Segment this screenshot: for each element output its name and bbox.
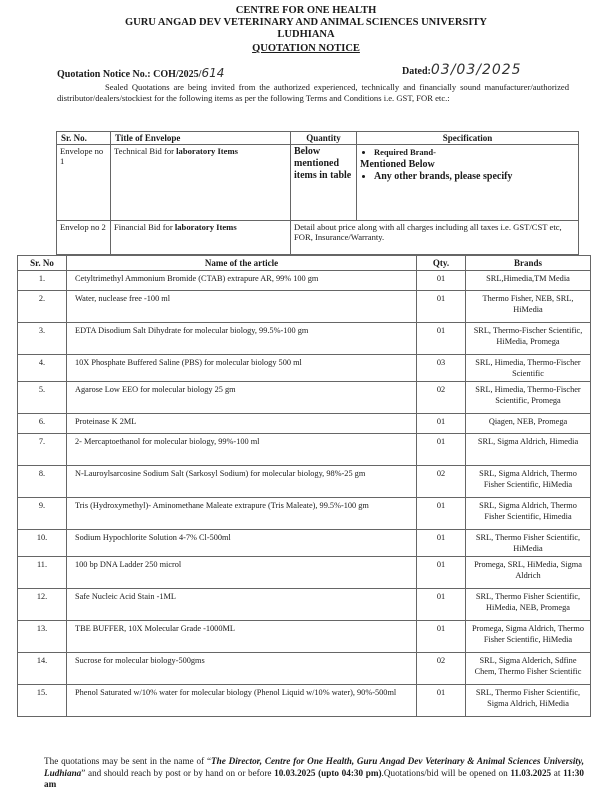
env-title <box>111 145 291 221</box>
table-row <box>18 653 591 685</box>
quotation-number-label: Quotation Notice No.: COH/2025/ <box>57 69 202 80</box>
item-brands: SRL, Sigma Aldrich, Thermo Fisher Scientific, HiMedia <box>466 466 591 498</box>
item-brands: SRL, Himedia, Thermo-Fischer Scientific <box>466 355 591 382</box>
date-handwritten: 03/03/2025 <box>430 62 522 78</box>
spec-required-brand <box>360 146 575 171</box>
intro-text: Sealed Quotations are being invited from the authorized experienced, technically and financially sound manufacturer/authorized distributor/dealers/stockiest for the following items as per the following Terms and Conditions i.e. GST, FOR etc.: <box>57 82 569 103</box>
item-name: EDTA Disodium Salt Dihydrate for molecular biology, 99.5%-100 gm <box>67 323 417 355</box>
items-header-qty: Qty. <box>417 256 466 271</box>
item-brands: SRL,Himedia,TM Media <box>466 271 591 291</box>
org-line-centre: CENTRE FOR ONE HEALTH <box>235 5 377 16</box>
footer-text-1: The quotations may be sent in the name of “ <box>44 756 212 766</box>
item-brands: Qiagen, NEB, Promega <box>466 414 591 434</box>
table-row <box>18 589 591 621</box>
quotation-number <box>57 66 224 80</box>
spec-mentioned-below: Mentioned Below <box>360 159 435 170</box>
item-brands: SRL, Sigma Aldrich, Himedia <box>466 434 591 466</box>
env-header-specification: Specification <box>357 132 579 145</box>
item-srno: 8. <box>18 466 67 498</box>
item-name: Phenol Saturated w/10% water for molecular biology (Phenol Liquid w/10% water), 90%-500ml <box>67 685 417 717</box>
env-header-title: Title of Envelope <box>111 132 291 145</box>
item-srno: 13. <box>18 621 67 653</box>
item-qty: 01 <box>417 557 466 589</box>
table-row <box>18 621 591 653</box>
quotation-number-handwritten: 614 <box>201 66 225 80</box>
item-brands: SRL, Sigma Aldrich, Thermo Fisher Scientific, Himedia <box>466 498 591 530</box>
table-row <box>18 414 591 434</box>
env-header-quantity: Quantity <box>291 132 357 145</box>
footer-addressee: The Director, Centre for One Health, Guru Angad Dev Veterinary & Animal Sciences University, Ludhiana <box>44 756 584 778</box>
item-name: Safe Nucleic Acid Stain -1ML <box>67 589 417 621</box>
envelope-row-2 <box>57 221 579 255</box>
env-title <box>111 221 291 255</box>
item-qty: 02 <box>417 382 466 414</box>
table-row <box>18 382 591 414</box>
table-row <box>18 685 591 717</box>
table-row <box>18 557 591 589</box>
item-srno: 6. <box>18 414 67 434</box>
item-srno: 9. <box>18 498 67 530</box>
item-srno: 12. <box>18 589 67 621</box>
item-name: Cetyltrimethyl Ammonium Bromide (CTAB) extrapure AR, 99% 100 gm <box>67 271 417 291</box>
org-line-university: GURU ANGAD DEV VETERINARY AND ANIMAL SCIENCES UNIVERSITY <box>124 17 488 28</box>
spec-required-brand-text: Required Brand- <box>374 147 436 157</box>
item-brands: SRL, Thermo Fisher Scientific, HiMedia <box>466 530 591 557</box>
table-row <box>18 291 591 323</box>
item-qty: 01 <box>417 685 466 717</box>
item-qty: 01 <box>417 323 466 355</box>
footer-deadline: 10.03.2025 (upto 04:30 pm) <box>274 767 382 778</box>
item-srno: 10. <box>18 530 67 557</box>
env-sr: Envelope no 1 <box>57 145 111 221</box>
item-brands: SRL, Himedia, Thermo-Fischer Scientific, Promega <box>466 382 591 414</box>
item-srno: 4. <box>18 355 67 382</box>
item-qty: 01 <box>417 434 466 466</box>
envelope-table-header <box>57 132 579 145</box>
item-qty: 03 <box>417 355 466 382</box>
env-quantity: Below mentioned items in table <box>291 145 357 221</box>
table-row <box>18 530 591 557</box>
item-qty: 02 <box>417 653 466 685</box>
item-srno: 5. <box>18 382 67 414</box>
item-qty: 01 <box>417 271 466 291</box>
item-name: Water, nuclease free -100 ml <box>67 291 417 323</box>
item-name: Agarose Low EEO for molecular biology 25 gm <box>67 382 417 414</box>
item-name: Tris (Hydroxymethyl)- Aminomethane Maleate extrapure (Tris Maleate), 99.5%-100 gm <box>67 498 417 530</box>
items-table <box>17 255 591 717</box>
item-name: Proteinase K 2ML <box>67 414 417 434</box>
item-brands: SRL, Sigma Alderich, Sdfine Chem, Thermo Fisher Scientific <box>466 653 591 685</box>
item-brands: SRL, Thermo Fisher Scientific, Sigma Aldrich, HiMedia <box>466 685 591 717</box>
table-row <box>18 434 591 466</box>
items-table-header <box>18 256 591 271</box>
env-specification <box>357 145 579 221</box>
item-name: N-Lauroylsarcosine Sodium Salt (Sarkosyl Sodium) for molecular biology, 98%-25 gm <box>67 466 417 498</box>
item-srno: 1. <box>18 271 67 291</box>
table-row <box>18 498 591 530</box>
items-header-article: Name of the article <box>67 256 417 271</box>
item-name: 10X Phosphate Buffered Saline (PBS) for molecular biology 500 ml <box>67 355 417 382</box>
item-brands: Promega, Sigma Aldrich, Thermo Fisher Scientific, HiMedia <box>466 621 591 653</box>
env-specification: Detail about price along with all charges including all taxes i.e. GST/CST etc, FOR, Insurance/Warranty. <box>291 221 579 255</box>
item-name: 100 bp DNA Ladder 250 microl <box>67 557 417 589</box>
envelope-row-1 <box>57 145 579 221</box>
submission-instructions <box>44 756 584 791</box>
table-row <box>18 466 591 498</box>
env-title-prefix: Technical Bid for <box>114 146 177 156</box>
env-sr: Envelop no 2 <box>57 221 111 255</box>
item-qty: 01 <box>417 414 466 434</box>
item-brands: Thermo Fisher, NEB, SRL, HiMedia <box>466 291 591 323</box>
table-row <box>18 323 591 355</box>
env-title-bold: laboratory Items <box>174 222 237 232</box>
item-srno: 14. <box>18 653 67 685</box>
footer-text-2: ” and should reach by post or by hand on or before <box>81 767 275 778</box>
items-header-brands: Brands <box>466 256 591 271</box>
footer-text-3: .Quotations/bid will be opened on <box>381 767 511 778</box>
item-name: 2- Mercaptoethanol for molecular biology, 99%-100 ml <box>67 434 417 466</box>
env-title-prefix: Financial Bid for <box>114 222 175 232</box>
item-qty: 01 <box>417 621 466 653</box>
env-header-srno: Sr. No. <box>57 132 111 145</box>
item-qty: 01 <box>417 530 466 557</box>
item-srno: 15. <box>18 685 67 717</box>
spec-other-brands: • Any other brands, please specify <box>374 171 575 183</box>
date-label: Dated: <box>402 66 431 77</box>
item-name: TBE BUFFER, 10X Molecular Grade -1000ML <box>67 621 417 653</box>
item-srno: 11. <box>18 557 67 589</box>
table-row <box>18 355 591 382</box>
table-row <box>18 271 591 291</box>
item-brands: SRL, Thermo Fisher Scientific, HiMedia, NEB, Promega <box>466 589 591 621</box>
org-line-city: LUDHIANA <box>277 29 335 40</box>
item-brands: SRL, Thermo-Fischer Scientific, HiMedia, Promega <box>466 323 591 355</box>
envelope-table <box>56 131 579 255</box>
item-qty: 02 <box>417 466 466 498</box>
footer-opening-time: 11:30 am <box>44 767 584 789</box>
notice-date <box>402 62 522 78</box>
item-name: Sucrose for molecular biology-500gms <box>67 653 417 685</box>
item-srno: 2. <box>18 291 67 323</box>
item-srno: 3. <box>18 323 67 355</box>
footer-text-4: at <box>551 767 564 778</box>
items-table-body <box>18 271 591 717</box>
item-brands: Promega, SRL, HiMedia, Sigma Aldrich <box>466 557 591 589</box>
footer-opening-date: 11.03.2025 <box>510 767 552 778</box>
item-srno: 7. <box>18 434 67 466</box>
item-name: Sodium Hypochlorite Solution 4-7% Cl-500ml <box>67 530 417 557</box>
page-title: QUOTATION NOTICE <box>252 43 360 54</box>
item-qty: 01 <box>417 498 466 530</box>
item-qty: 01 <box>417 291 466 323</box>
item-qty: 01 <box>417 589 466 621</box>
intro-paragraph <box>57 82 569 103</box>
env-title-bold: laboratory Items <box>176 146 238 156</box>
items-header-srno: Sr. No <box>18 256 67 271</box>
